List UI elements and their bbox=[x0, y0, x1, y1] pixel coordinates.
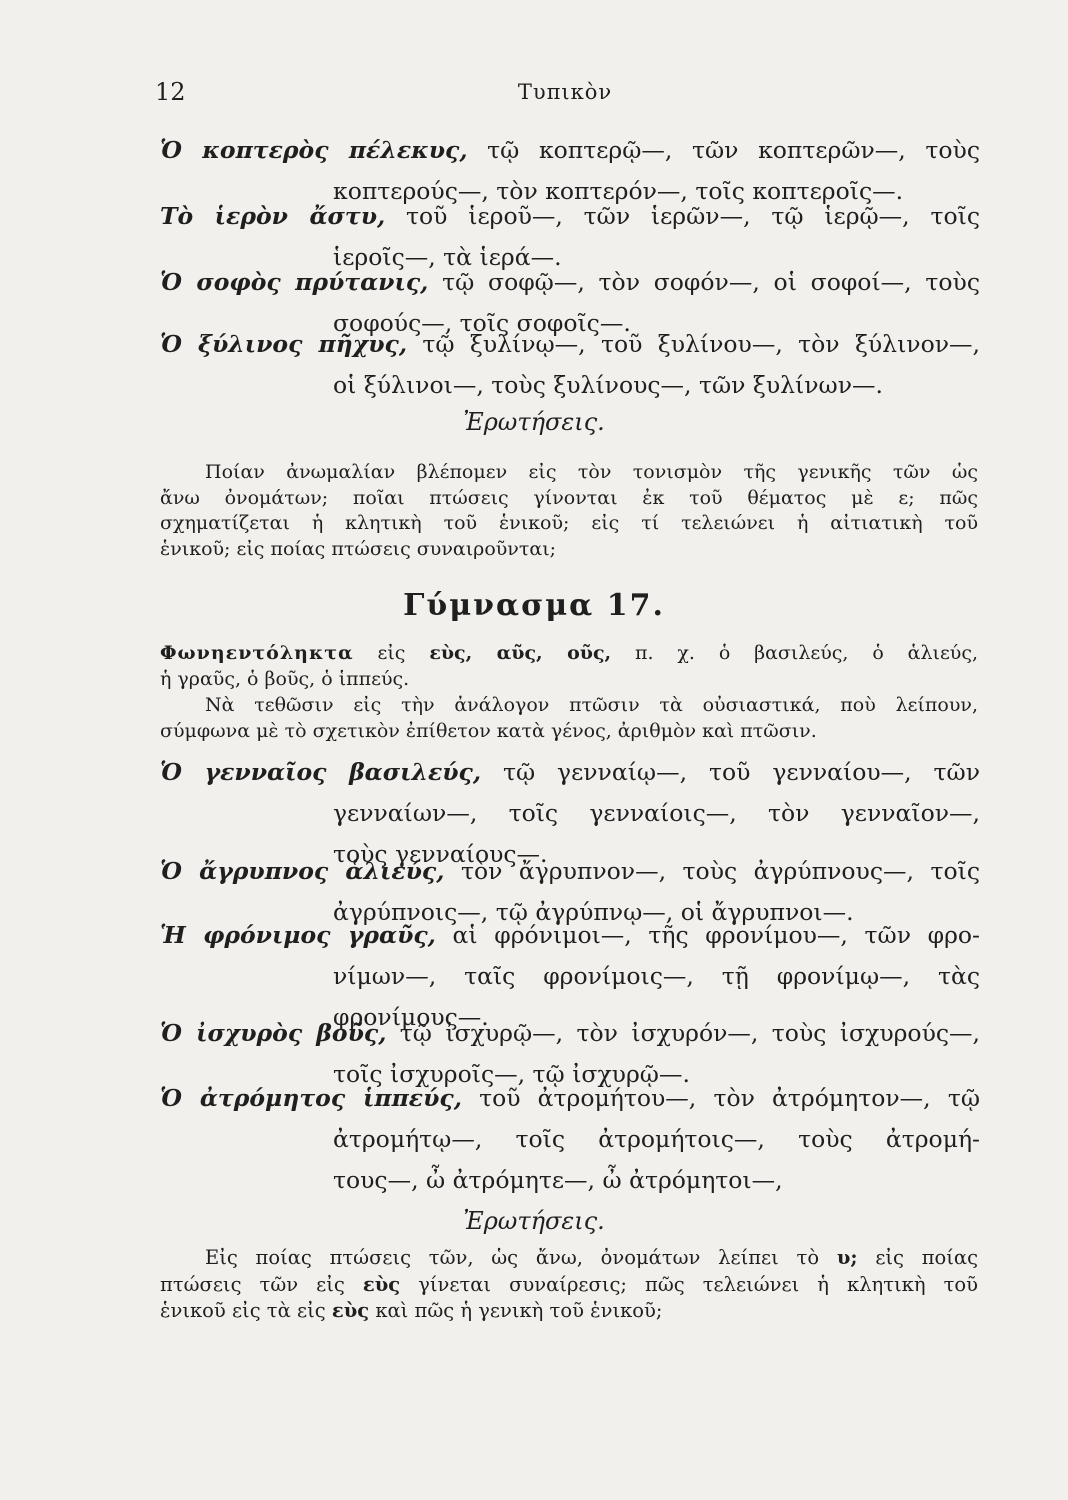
entry-first-line: Ὁ ἄγρυπνος ἁλιεύς, τὸν ἄγρυπνον—, τοὺς ἀγρύπνους—, τοῖς bbox=[160, 857, 980, 885]
entry-headword: Ὁ γενναῖος βασιλεύς, bbox=[160, 758, 482, 786]
entry-continuation-line: ἱεροῖς—, τὰ ἱερά—. bbox=[333, 243, 562, 271]
entry-continuation-line: φρονίμους—. bbox=[333, 1003, 489, 1031]
declension-entry bbox=[160, 1078, 980, 1201]
entry-continuation-line: τοῖς ἰσχυροῖς—, τῷ ἰσχυρῷ—. bbox=[333, 1060, 690, 1088]
entry-continuation-line: οἱ ξύλινοι—, τοὺς ξυλίνους—, τῶν ξυλίνων—. bbox=[333, 371, 883, 399]
entry-first-line: Ὁ σοφὸς πρύτανις, τῷ σοφῷ—, τὸν σοφόν—, οἱ σοφοί—, τοὺς bbox=[160, 268, 980, 296]
entry-first-line: Ὁ ἰσχυρὸς βοῦς, τῷ ἰσχυρῷ—, τὸν ἰσχυρόν—, τοὺς ἰσχυρούς—, bbox=[160, 1019, 980, 1047]
exercise-title: Γύμνασμα 17. bbox=[403, 588, 665, 623]
entry-first-line: Ἡ φρόνιμος γραῦς, αἱ φρόνιμοι—, τῆς φρονίμου—, τῶν φρο- bbox=[160, 921, 980, 949]
entry-headword: Ὁ κοπτερὸς πέλεκυς, bbox=[160, 136, 468, 164]
entry-continuation-line: ἀγρύπνοις—, τῷ ἀγρύπνῳ—, οἱ ἄγρυπνοι—. bbox=[333, 898, 854, 926]
entry-continuation-line: τοὺς γενναίους—. bbox=[333, 840, 548, 868]
entry-first-line: Τὸ ἱερὸν ἄστυ, τοῦ ἱεροῦ—, τῶν ἱερῶν—, τῷ ἱερῷ—, τοῖς bbox=[160, 202, 980, 230]
entry-first-line: Ὁ ἀτρόμητος ἱππεύς, τοῦ ἀτρομήτου—, τὸν ἀτρόμητον—, τῷ bbox=[160, 1084, 980, 1112]
running-title: Τυπικὸν bbox=[517, 80, 613, 104]
entry-continuation-line: κοπτερούς—, τὸν κοπτερόν—, τοῖς κοπτεροῖς—. bbox=[333, 177, 904, 205]
questions-paragraph: Εἰς ποίας πτώσεις τῶν, ὡς ἄνω, ὀνομάτων λείπει τὸ υ; εἰς ποίας πτώσεις τῶν εἰς εὺς γίνεται συναίρεσις; πῶς τελειώνει ἡ κλητικὴ τοῦ ἑνικοῦ εἰς τὰ εἰς εὺς καὶ πῶς ἡ γενικὴ τοῦ ἑνικοῦ; bbox=[160, 1246, 979, 1322]
entry-headword: Ὁ ξύλινος πῆχυς, bbox=[160, 330, 407, 358]
entry-headword: Ἡ φρόνιμος γραῦς, bbox=[160, 921, 436, 949]
endings: εὺς, αῦς, οῦς, bbox=[429, 642, 612, 664]
entry-headword: Τὸ ἱερὸν ἄστυ, bbox=[160, 202, 386, 230]
entry-continuation-line: γενναίων—, τοῖς γενναίοις—, τὸν γενναῖον—, bbox=[333, 799, 980, 827]
entry-headword: Ὁ ἰσχυρὸς βοῦς, bbox=[160, 1019, 387, 1047]
entry-first-line: Ὁ ξύλινος πῆχυς, τῷ ξυλίνῳ—, τοῦ ξυλίνου—, τὸν ξύλινον—, bbox=[160, 330, 980, 358]
entry-headword: Ὁ ἄγρυπνος ἁλιεύς, bbox=[160, 857, 445, 885]
page-header bbox=[150, 78, 980, 114]
declension-entry bbox=[160, 324, 980, 406]
entry-continuation-line: σοφούς—, τοῖς σοφοῖς—. bbox=[333, 309, 631, 337]
entry-headword: Ὁ ἀτρόμητος ἱππεύς, bbox=[160, 1084, 462, 1112]
category-label: Φωνηεντόληκτα bbox=[160, 642, 354, 664]
entry-first-line: Ὁ γενναῖος βασιλεύς, τῷ γενναίῳ—, τοῦ γενναίου—, τῶν bbox=[160, 758, 980, 786]
questions-heading: Ἐρωτήσεις. bbox=[463, 408, 605, 436]
entry-continuation-line: νίμων—, ταῖς φρονίμοις—, τῇ φρονίμῳ—, τὰς bbox=[333, 962, 980, 990]
entry-headword: Ὁ σοφὸς πρύτανις, bbox=[160, 268, 429, 296]
page-number: 12 bbox=[155, 78, 186, 106]
exercise-intro: Φωνηεντόληκτα εἰς εὺς, αῦς, οῦς, π. χ. ὁ βασιλεύς, ὁ ἁλιεύς, ἡ γραῦς, ὁ βοῦς, ὁ ἱππεύς. Νὰ τεθῶσιν εἰς τὴν ἀνάλογον πτῶσιν τὰ οὐσιαστικά, ποὺ λείπουν, σύμφωνα μὲ τὸ σχετικὸν ἐπίθετον κατὰ γένος, ἀριθμὸν καὶ πτῶσιν. bbox=[160, 642, 979, 742]
entry-first-line: Ὁ κοπτερὸς πέλεκυς, τῷ κοπτερῷ—, τῶν κοπτερῶν—, τοὺς bbox=[160, 136, 980, 164]
questions-paragraph: Ποίαν ἀνωμαλίαν βλέπομεν εἰς τὸν τονισμὸν τῆς γενικῆς τῶν ὡς ἄνω ὀνομάτων; ποῖαι πτώσεις γίνονται ἐκ τοῦ θέματος μὲ ε; πῶς σχηματίζεται ἡ κλητικὴ τοῦ ἑνικοῦ; εἰς τί τελειώνει ἡ αἰτιατικὴ τοῦ ἑνικοῦ; εἰς ποίας πτώσεις συναιροῦνται; bbox=[160, 461, 978, 560]
entry-continuation-line: ἀτρομήτῳ—, τοῖς ἀτρομήτοις—, τοὺς ἀτρομή- bbox=[333, 1125, 980, 1153]
entry-continuation-line: τους—, ὦ ἀτρόμητε—, ὦ ἀτρόμητοι—, bbox=[333, 1166, 783, 1194]
questions-heading: Ἐρωτήσεις. bbox=[463, 1207, 605, 1235]
